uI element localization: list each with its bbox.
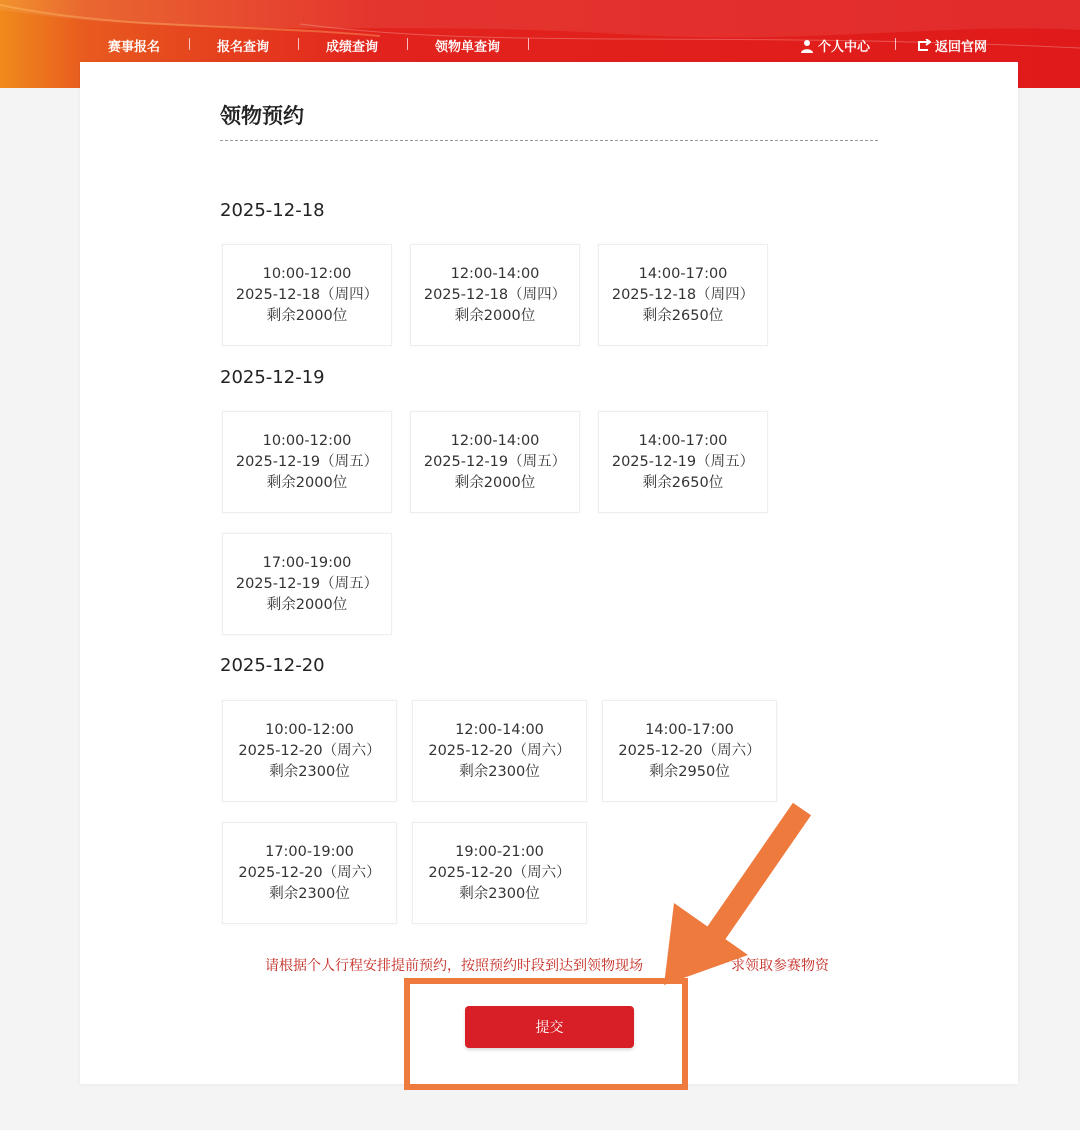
time-slot[interactable] xyxy=(412,700,587,802)
slot-date: 2025-12-18（周四） xyxy=(235,287,379,303)
slot-time: 10:00-12:00 xyxy=(262,433,352,449)
nav-personal-center[interactable] xyxy=(800,36,870,55)
slot-time: 12:00-14:00 xyxy=(450,266,540,282)
slot-remaining: 剩余2300位 xyxy=(269,764,350,780)
title-divider xyxy=(220,140,878,141)
slot-remaining: 剩余2000位 xyxy=(266,597,348,613)
time-slot[interactable] xyxy=(602,700,777,802)
user-icon xyxy=(800,39,814,55)
nav-back-to-site-label: 返回官网 xyxy=(935,40,988,55)
slot-time: 14:00-17:00 xyxy=(638,433,728,449)
slot-date: 2025-12-18（周四） xyxy=(611,287,755,303)
slot-time: 14:00-17:00 xyxy=(638,266,728,282)
slot-date: 2025-12-20（周六） xyxy=(428,865,571,881)
top-nav xyxy=(0,30,1080,58)
reservation-card xyxy=(80,62,1018,1084)
time-slot[interactable] xyxy=(598,244,768,346)
slot-remaining: 剩余2650位 xyxy=(642,308,724,324)
date-heading-day-3: 2025-12-20 xyxy=(220,655,325,676)
slot-time: 14:00-17:00 xyxy=(645,722,734,738)
slot-remaining: 剩余2000位 xyxy=(454,308,536,324)
nav-back-to-site[interactable] xyxy=(915,36,987,55)
nav-divider xyxy=(895,38,896,50)
time-slot[interactable] xyxy=(222,822,397,924)
slot-remaining: 剩余2650位 xyxy=(642,475,724,491)
slot-date: 2025-12-19（周五） xyxy=(235,454,379,470)
time-slot[interactable] xyxy=(222,700,397,802)
nav-item-registration-query[interactable]: 报名查询 xyxy=(217,40,270,55)
nav-personal-center-label: 个人中心 xyxy=(818,40,871,55)
slot-time: 17:00-19:00 xyxy=(262,555,352,571)
nav-item-registration[interactable]: 赛事报名 xyxy=(108,40,161,55)
slot-remaining: 剩余2000位 xyxy=(266,475,348,491)
time-slot[interactable] xyxy=(410,411,580,513)
nav-item-score-query[interactable]: 成绩查询 xyxy=(326,40,379,55)
nav-item-pickup-query[interactable]: 领物单查询 xyxy=(435,40,501,55)
slot-time: 17:00-19:00 xyxy=(265,844,354,860)
slot-remaining: 剩余2300位 xyxy=(459,764,540,780)
date-heading-day-2: 2025-12-19 xyxy=(220,367,325,388)
annotation-arrow-icon xyxy=(650,795,820,995)
slot-date: 2025-12-18（周四） xyxy=(423,287,567,303)
reservation-notice-tail: 求领取参赛物资 xyxy=(731,958,829,974)
time-slot[interactable] xyxy=(410,244,580,346)
slot-date: 2025-12-19（周五） xyxy=(611,454,755,470)
slot-date: 2025-12-20（周六） xyxy=(618,743,761,759)
slot-time: 10:00-12:00 xyxy=(265,722,354,738)
slot-remaining: 剩余2300位 xyxy=(459,886,540,902)
slot-remaining: 剩余2000位 xyxy=(454,475,536,491)
slot-remaining: 剩余2000位 xyxy=(266,308,348,324)
slot-time: 12:00-14:00 xyxy=(455,722,544,738)
nav-divider xyxy=(189,38,190,50)
slot-remaining: 剩余2950位 xyxy=(649,764,730,780)
nav-divider xyxy=(298,38,299,50)
slot-remaining: 剩余2300位 xyxy=(269,886,350,902)
time-slot[interactable] xyxy=(412,822,587,924)
slot-time: 12:00-14:00 xyxy=(450,433,540,449)
slot-time: 10:00-12:00 xyxy=(262,266,352,282)
nav-divider xyxy=(528,38,529,50)
time-slot[interactable] xyxy=(222,533,392,635)
time-slot[interactable] xyxy=(222,411,392,513)
date-heading-day-1: 2025-12-18 xyxy=(220,200,325,221)
submit-button[interactable]: 提交 xyxy=(465,1006,634,1048)
slot-date: 2025-12-19（周五） xyxy=(423,454,567,470)
slot-date: 2025-12-20（周六） xyxy=(428,743,571,759)
time-slot[interactable] xyxy=(598,411,768,513)
page-title: 领物预约 xyxy=(220,104,304,128)
slot-time: 19:00-21:00 xyxy=(455,844,544,860)
annotation-highlight-box xyxy=(404,978,688,1090)
slot-date: 2025-12-20（周六） xyxy=(238,865,381,881)
time-slot[interactable] xyxy=(222,244,392,346)
nav-divider xyxy=(407,38,408,50)
return-icon xyxy=(915,39,931,55)
slot-date: 2025-12-20（周六） xyxy=(238,743,381,759)
slot-date: 2025-12-19（周五） xyxy=(235,576,379,592)
reservation-notice-main: 请根据个人行程安排提前预约，按照预约时段到达到领物现场 xyxy=(265,958,643,974)
